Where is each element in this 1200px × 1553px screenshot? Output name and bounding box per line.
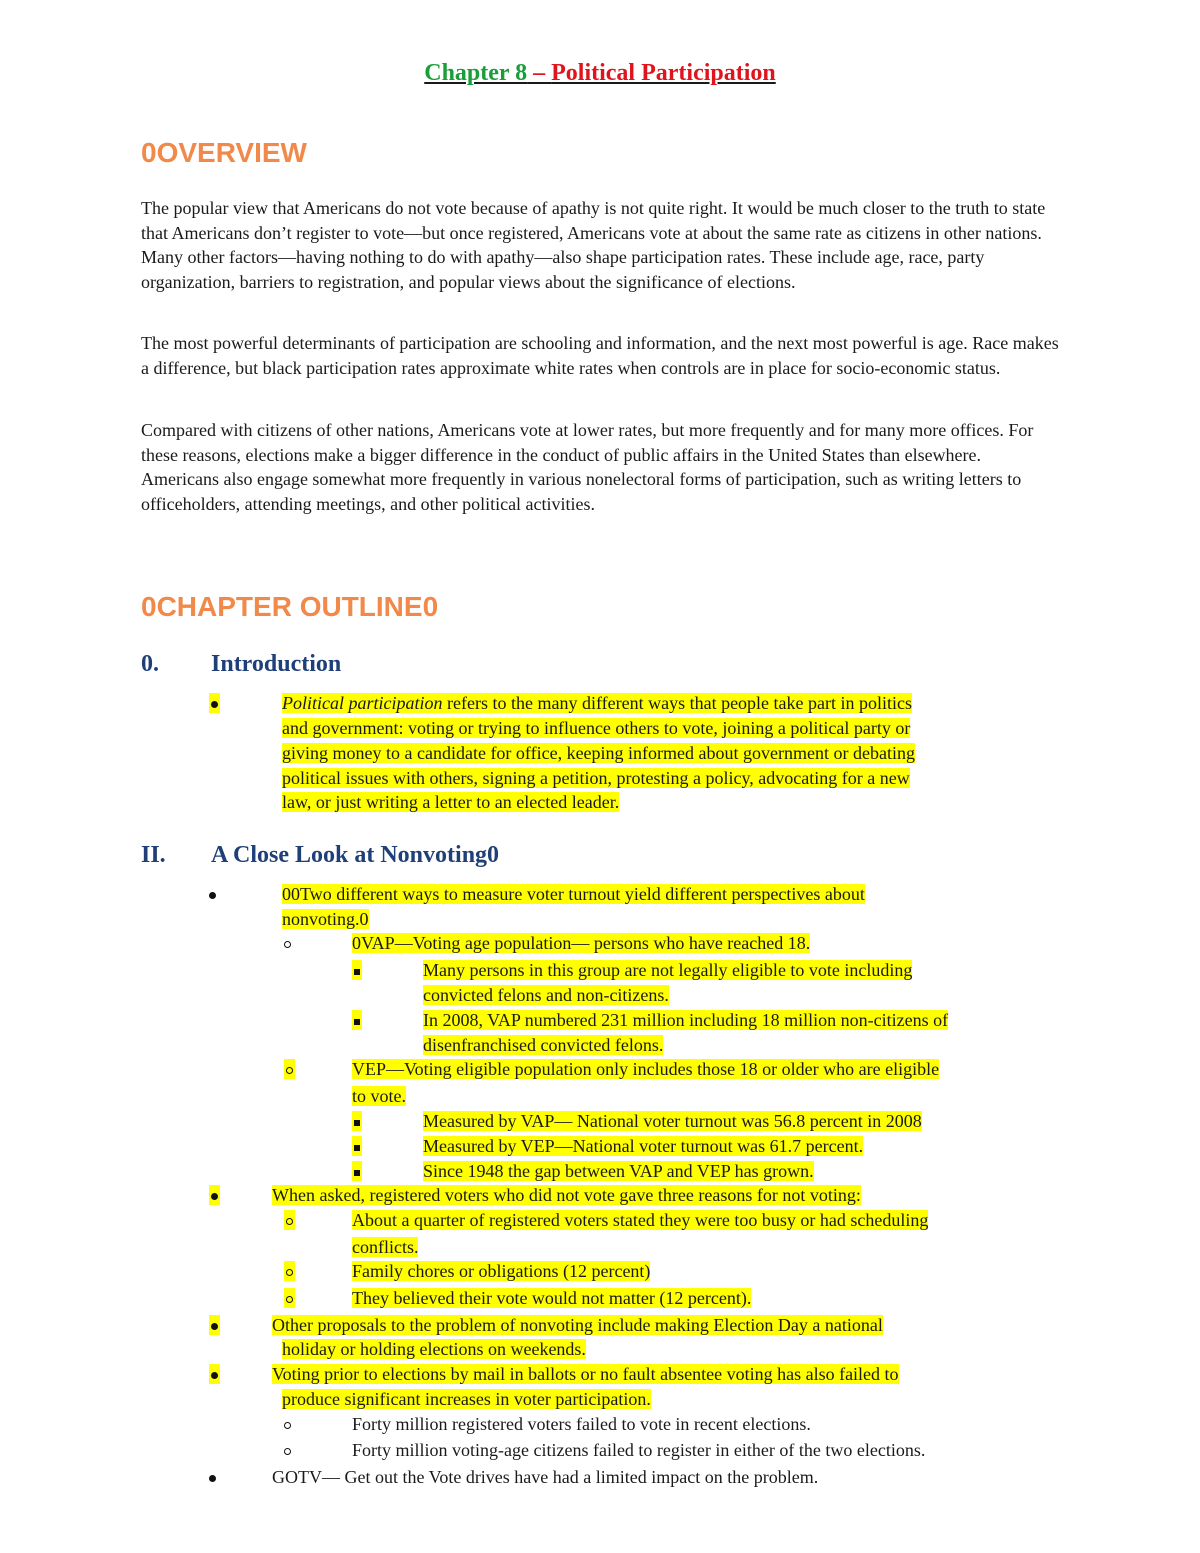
outline-item: convicted felons and non-citizens. bbox=[423, 985, 669, 1005]
square-bullet-marker bbox=[352, 1109, 362, 1133]
outline-item: GOTV— Get out the Vote drives have had a limited impact on the problem. bbox=[272, 1467, 819, 1487]
outline-item: Since 1948 the gap between VAP and VEP has grown. bbox=[423, 1161, 814, 1181]
sub-bullet-marker bbox=[284, 1286, 295, 1310]
outline-item: conflicts. bbox=[352, 1237, 419, 1257]
outline-item: When asked, registered voters who did not vote gave three reasons for not voting: bbox=[272, 1185, 861, 1205]
intro-line-2: and government: voting or trying to influence others to vote, joining a political party or bbox=[282, 718, 911, 738]
circle-bullet-icon bbox=[284, 1422, 291, 1429]
square-bullet-marker bbox=[352, 958, 362, 982]
title-separator: – bbox=[527, 60, 552, 86]
bullet-marker bbox=[209, 1362, 220, 1386]
overview-paragraph-3: Compared with citizens of other nations, Americans vote at lower rates, but more frequently and for many more offices. For these reasons, elections make a bigger difference in the conduct of public affairs in the United States than elsewhere. Americans also engage somewhat more frequently in various nonelectoral forms of participation, such as writing letters to officeholders, attending meetings, and other political activities. bbox=[141, 420, 1034, 514]
square-bullet-icon bbox=[354, 1170, 360, 1176]
outline-item: Measured by VEP—National voter turnout was 61.7 percent. bbox=[423, 1136, 864, 1156]
sub-bullet-marker bbox=[284, 931, 291, 955]
chapter-title bbox=[0, 58, 1200, 88]
outline-item: Many persons in this group are not legally eligible to vote including bbox=[423, 960, 913, 980]
square-bullet-icon bbox=[354, 1120, 360, 1126]
section-number: II. bbox=[141, 842, 166, 868]
overview-paragraph-2: The most powerful determinants of participation are schooling and information, and the next most powerful is age. Race makes a difference, but black participation rates approximate white rates when controls are in place for socio-economic status. bbox=[141, 333, 1059, 378]
square-bullet-marker bbox=[352, 1134, 362, 1158]
outline-item: produce significant increases in voter participation. bbox=[282, 1389, 651, 1409]
outline-item: VEP—Voting eligible population only includes those 18 or older who are eligible bbox=[352, 1059, 940, 1079]
outline-item: Forty million registered voters failed to vote in recent elections. bbox=[352, 1414, 811, 1434]
outline-item: Forty million voting-age citizens failed to register in either of the two elections. bbox=[352, 1440, 926, 1460]
sub-bullet-marker bbox=[284, 1438, 291, 1462]
square-bullet-marker bbox=[352, 1159, 362, 1183]
outline-item: to vote. bbox=[352, 1086, 406, 1106]
chapter-number: Chapter 8 bbox=[424, 60, 528, 86]
bullet-marker bbox=[209, 1183, 220, 1207]
outline-item: holiday or holding elections on weekends. bbox=[282, 1339, 586, 1359]
circle-bullet-icon bbox=[286, 1296, 293, 1303]
outline-item: 0VAP—Voting age population— persons who have reached 18. bbox=[352, 933, 811, 953]
intro-line-3: giving money to a candidate for office, keeping informed about government or debating bbox=[282, 743, 915, 763]
outline-item: 00Two different ways to measure voter turnout yield different perspectives about bbox=[282, 884, 865, 904]
circle-bullet-icon bbox=[286, 1269, 293, 1276]
section-title-introduction: Introduction bbox=[211, 651, 342, 677]
intro-line-5: law, or just writing a letter to an elected leader. bbox=[282, 792, 620, 812]
outline-heading: 0CHAPTER OUTLINE0 bbox=[141, 591, 439, 622]
chapter-topic: Political Participation bbox=[551, 60, 776, 86]
section-title-nonvoting: A Close Look at Nonvoting0 bbox=[211, 842, 500, 868]
square-bullet-marker bbox=[352, 1008, 362, 1032]
bullet-dot-icon bbox=[211, 1193, 218, 1200]
outline-item: disenfranchised convicted felons. bbox=[423, 1035, 664, 1055]
outline-item: In 2008, VAP numbered 231 million including 18 million non-citizens of bbox=[423, 1010, 949, 1030]
term-political-participation: Political participation bbox=[282, 693, 443, 713]
intro-line-4: political issues with others, signing a petition, protesting a policy, advocating for a new bbox=[282, 768, 910, 788]
outline-item: nonvoting.0 bbox=[282, 909, 369, 929]
outline-item: Voting prior to elections by mail in ballots or no fault absentee voting has also failed to bbox=[272, 1364, 899, 1384]
outline-item: They believed their vote would not matter (12 percent). bbox=[352, 1288, 752, 1308]
sub-bullet-marker bbox=[284, 1259, 295, 1283]
bullet-dot-icon bbox=[211, 1323, 218, 1330]
sub-bullet-marker bbox=[284, 1412, 291, 1436]
bullet-marker bbox=[209, 1313, 220, 1337]
bullet-dot-icon bbox=[211, 701, 218, 708]
bullet-dot-icon bbox=[209, 892, 216, 899]
bullet-marker bbox=[209, 882, 216, 906]
bullet-dot-icon bbox=[211, 1372, 218, 1379]
overview-heading: 0OVERVIEW bbox=[141, 137, 307, 168]
intro-line-1: Political participation refers to the many different ways that people take part in politics bbox=[282, 693, 913, 713]
circle-bullet-icon bbox=[286, 1218, 293, 1225]
sub-bullet-marker bbox=[284, 1057, 295, 1081]
bullet-marker bbox=[209, 691, 220, 715]
sub-bullet-marker bbox=[284, 1208, 295, 1232]
outline-item: Other proposals to the problem of nonvoting include making Election Day a national bbox=[272, 1315, 883, 1335]
outline-item: Measured by VAP— National voter turnout was 56.8 percent in 2008 bbox=[423, 1111, 922, 1131]
square-bullet-icon bbox=[354, 969, 360, 975]
bullet-marker bbox=[209, 1465, 216, 1489]
bullet-dot-icon bbox=[209, 1475, 216, 1482]
circle-bullet-icon bbox=[284, 1448, 291, 1455]
square-bullet-icon bbox=[354, 1145, 360, 1151]
square-bullet-icon bbox=[354, 1019, 360, 1025]
circle-bullet-icon bbox=[284, 941, 291, 948]
overview-paragraph-1: The popular view that Americans do not vote because of apathy is not quite right. It would be much closer to the truth to state that Americans don’t register to vote—but once registered, Americans vote at about the same rate as citizens in other nations. Many other factors—having nothing to do with apathy—also shape participation rates. These include age, race, party organization, barriers to registration, and popular views about the significance of elections. bbox=[141, 198, 1046, 292]
outline-item: Family chores or obligations (12 percent) bbox=[352, 1261, 651, 1281]
section-number: 0. bbox=[141, 651, 159, 677]
circle-bullet-icon bbox=[286, 1067, 293, 1074]
outline-item: About a quarter of registered voters stated they were too busy or had scheduling bbox=[352, 1210, 929, 1230]
